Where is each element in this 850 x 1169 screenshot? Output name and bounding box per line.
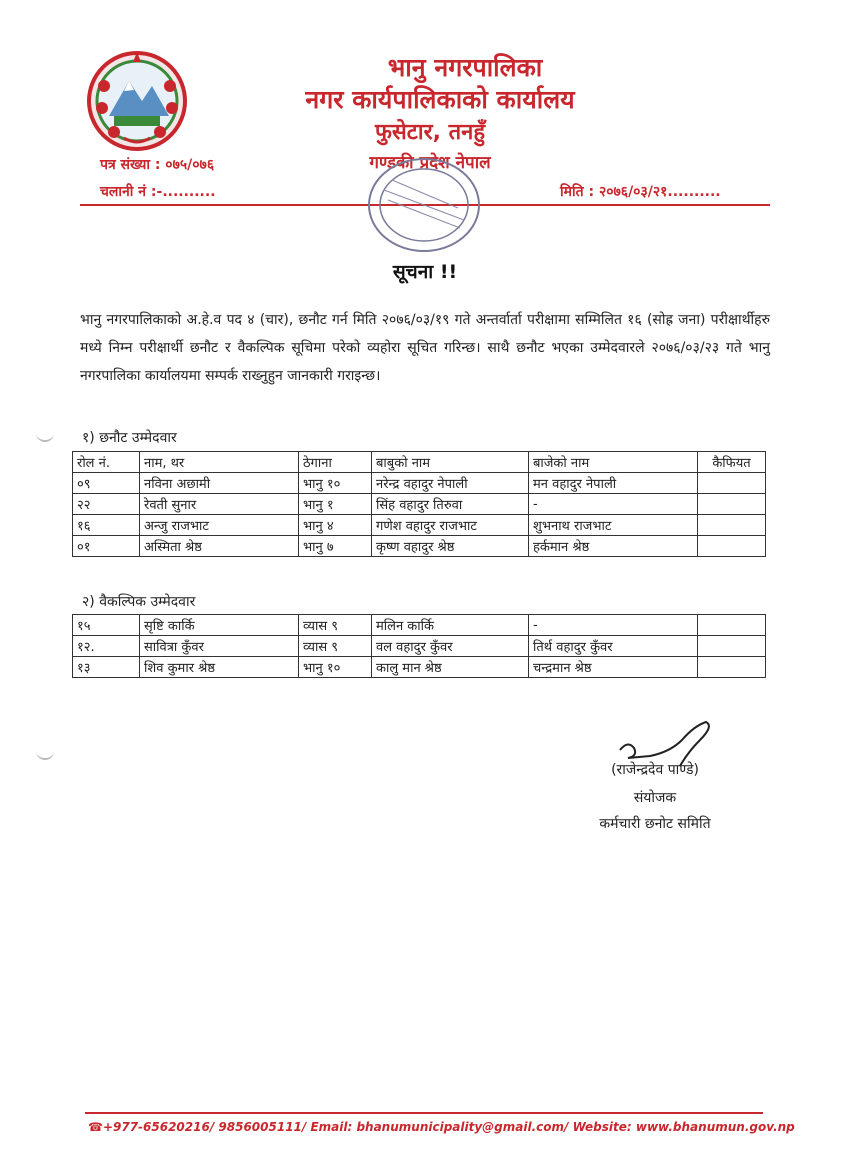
alternate-candidates-table — [72, 614, 766, 678]
table-cell: १२. — [73, 636, 140, 657]
table-row — [73, 515, 766, 536]
column-header: बाबुको नाम — [372, 452, 529, 473]
dispatch-number: चलानी नं :-.......... — [100, 184, 216, 200]
letter-date: मिति : २०७६/०३/२१.......... — [560, 184, 721, 200]
table-cell: ०१ — [73, 536, 140, 557]
letter-number: पत्र संख्या : ०७५/०७६ — [100, 157, 215, 173]
table-row — [73, 536, 766, 557]
table-cell: भानु १० — [299, 657, 372, 678]
footer-contact — [88, 1120, 795, 1134]
alternate-heading: २) वैकल्पिक उम्मेदवार — [82, 594, 196, 610]
signatory-committee: कर्मचारी छनोट समिति — [599, 816, 711, 832]
table-cell: सावित्रा कुँवर — [140, 636, 299, 657]
table-cell: तिर्थ वहादुर कुँवर — [529, 636, 698, 657]
table-cell: चन्द्रमान श्रेष्ठ — [529, 657, 698, 678]
table-cell: अस्मिता श्रेष्ठ — [140, 536, 299, 557]
org-office: नगर कार्यपालिकाको कार्यालय — [305, 85, 575, 114]
table-cell: कृष्ण वहादुर श्रेष्ठ — [372, 536, 529, 557]
table-cell: व्यास ९ — [299, 636, 372, 657]
table-cell — [698, 494, 766, 515]
table-cell: नविना अछामी — [140, 473, 299, 494]
table-cell: अन्जु राजभाट — [140, 515, 299, 536]
table-cell: भानु ७ — [299, 536, 372, 557]
table-cell: भानु ४ — [299, 515, 372, 536]
column-header: बाजेको नाम — [529, 452, 698, 473]
table-cell — [698, 615, 766, 636]
table-cell: सृष्टि कार्कि — [140, 615, 299, 636]
table-cell — [698, 515, 766, 536]
table-row — [73, 473, 766, 494]
table-cell: मन वहादुर नेपाली — [529, 473, 698, 494]
table-cell: व्यास ९ — [299, 615, 372, 636]
table-cell: हर्कमान श्रेष्ठ — [529, 536, 698, 557]
table-cell: भानु १० — [299, 473, 372, 494]
signatory-name: (राजेन्द्रदेव पाण्डे) — [611, 762, 699, 778]
table-cell: शुभनाथ राजभाट — [529, 515, 698, 536]
footer-divider — [85, 1112, 763, 1114]
table-cell — [698, 657, 766, 678]
table-cell: - — [529, 494, 698, 515]
table-cell — [698, 636, 766, 657]
table-cell: मलिन कार्कि — [372, 615, 529, 636]
table-cell: १५ — [73, 615, 140, 636]
notice-title: सूचना !! — [392, 261, 458, 283]
table-cell — [698, 473, 766, 494]
column-header: रोल नं. — [73, 452, 140, 473]
selected-candidates-table — [72, 451, 766, 557]
punch-hole-mark — [36, 432, 54, 442]
table-header-row — [73, 452, 766, 473]
office-stamp-icon — [354, 150, 486, 260]
table-cell: १३ — [73, 657, 140, 678]
table-row — [73, 657, 766, 678]
table-cell: २२ — [73, 494, 140, 515]
column-header: नाम, थर — [140, 452, 299, 473]
nepal-emblem-icon — [84, 46, 190, 152]
table-cell: शिव कुमार श्रेष्ठ — [140, 657, 299, 678]
table-cell: ०९ — [73, 473, 140, 494]
notice-body: भानु नगरपालिकाको अ.हे.व पद ४ (चार), छनौट गर्न मिति २०७६/०३/१९ गते अन्तर्वार्ता परीक्षामा सम्मिलित १६ (सोह्र जना) परीक्षार्थीहरु मध्ये निम्न परीक्षार्थी छनौट र वैकल्पिक सूचिमा परेको व्यहोरा सूचित गरिन्छ। साथै छनौट भएका उम्मेदवारले २०७६/०३/२३ गते भानु नगरपालिका कार्यालयमा सम्पर्क राख्नुहुन जानकारी गराइन्छ। — [80, 312, 770, 384]
table-row — [73, 636, 766, 657]
table-row — [73, 615, 766, 636]
punch-hole-mark — [36, 750, 54, 760]
footer-contact-text: +977-65620216/ 9856005111/ Email: bhanumunicipality@gmail.com/ Website: www.bhanumun.gov.np — [102, 1120, 795, 1134]
column-header: ठेगाना — [299, 452, 372, 473]
column-header: कैफियत — [698, 452, 766, 473]
table-cell: कालु मान श्रेष्ठ — [372, 657, 529, 678]
signatory-role: संयोजक — [633, 790, 677, 806]
org-province: गण्डकी प्रदेश नेपाल — [369, 153, 491, 173]
table-cell: भानु १ — [299, 494, 372, 515]
org-name: भानु नगरपालिका — [387, 53, 543, 82]
table-cell: रेवती सुनार — [140, 494, 299, 515]
selected-heading: १) छनौट उम्मेदवार — [82, 430, 177, 446]
table-cell — [698, 536, 766, 557]
phone-icon: ☎ — [88, 1120, 103, 1134]
table-cell: गणेश वहादुर राजभाट — [372, 515, 529, 536]
table-row — [73, 494, 766, 515]
table-cell: नरेन्द्र वहादुर नेपाली — [372, 473, 529, 494]
table-cell: वल वहादुर कुँवर — [372, 636, 529, 657]
org-location: फुसेटार, तनहुँ — [374, 120, 486, 145]
table-cell: सिंह वहादुर तिरुवा — [372, 494, 529, 515]
table-cell: १६ — [73, 515, 140, 536]
table-cell: - — [529, 615, 698, 636]
